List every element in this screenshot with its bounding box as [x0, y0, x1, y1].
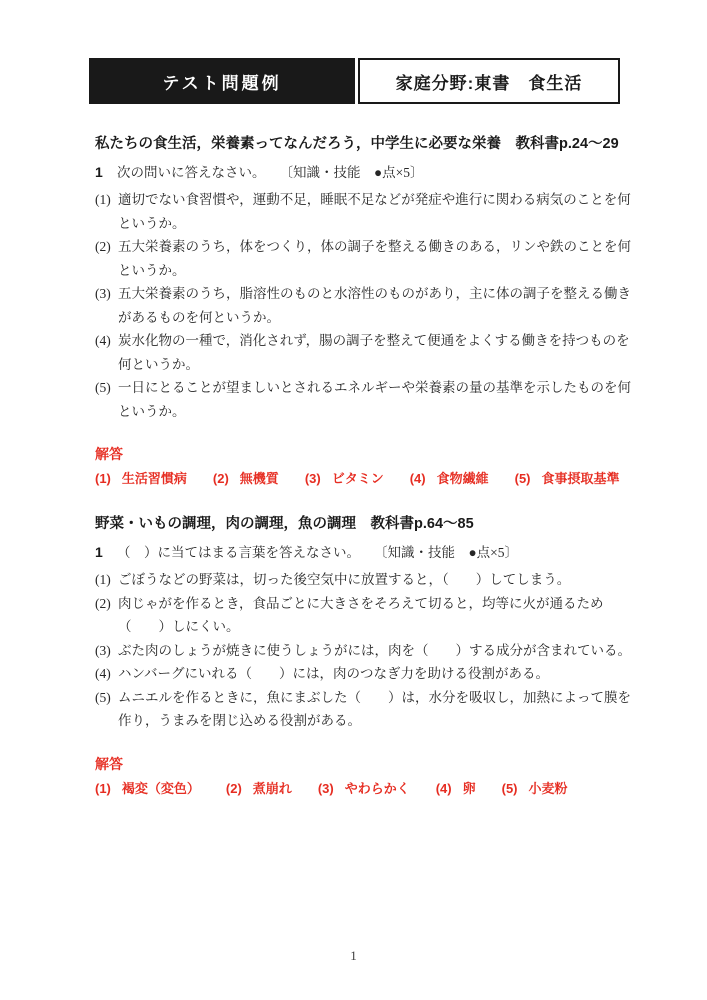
subject-title-label: 家庭分野:東書 食生活 — [395, 73, 583, 93]
question-item — [95, 592, 632, 639]
question-item — [95, 329, 632, 376]
question-item — [95, 568, 632, 592]
header-banner — [89, 58, 620, 104]
answer-heading: 解答 — [95, 446, 123, 462]
answer-line — [95, 470, 632, 488]
question-item-number: (5) — [95, 380, 111, 395]
subject-title-box — [358, 58, 620, 104]
answer-item — [410, 470, 489, 488]
answer-item-text: 無機質 — [239, 471, 279, 486]
question-number: 1 — [95, 164, 103, 180]
question-item — [95, 235, 632, 282]
answer-item — [318, 780, 410, 798]
question-instruction: （ ）に当てはまる言葉を答えなさい。 — [117, 545, 360, 560]
answer-item-number: (4) — [409, 471, 426, 486]
section-nutrition — [95, 134, 632, 488]
question-item — [95, 376, 632, 423]
question-item-text: 五大栄養素のうち，脂溶性のものと水溶性のものがあり，主に体の調子を整える働きがあるものを何というか。 — [118, 286, 631, 325]
question-item-text: 肉じゃがを作るとき，食品ごとに大きさをそろえて切ると，均等に火が通るため（ ）しにくい。 — [118, 595, 604, 634]
answer-item-text: 食物繊維 — [436, 471, 489, 486]
question-item — [95, 282, 632, 329]
question-list — [95, 568, 632, 733]
question-item-number: (3) — [95, 286, 111, 301]
question-item-number: (3) — [95, 642, 111, 658]
answer-item-number: (4) — [435, 780, 452, 796]
answer-item — [95, 780, 200, 798]
question-item-text: 適切でない食習慣や，運動不足，睡眠不足などが発症や進行に関わる病気のことを何というか。 — [118, 192, 631, 231]
test-title-box — [89, 58, 355, 104]
answer-heading: 解答 — [95, 755, 123, 772]
question-item-number: (4) — [95, 666, 111, 681]
answer-item — [305, 470, 384, 488]
question-item-number: (4) — [95, 333, 111, 348]
answer-item — [436, 780, 476, 798]
answer-item — [226, 780, 292, 798]
test-title-label: テスト問題例 — [162, 73, 282, 93]
answer-item-number: (5) — [514, 471, 531, 486]
question-item-number: (5) — [95, 689, 111, 705]
answer-item-text: 褐変（変色） — [121, 780, 200, 796]
page-number: 1 — [350, 948, 357, 963]
question-item — [95, 686, 632, 733]
question-item-number: (2) — [95, 595, 111, 611]
answer-item-text: やわらかく — [344, 780, 410, 796]
question-item-number: (1) — [95, 572, 111, 587]
answer-item-number: (3) — [304, 471, 321, 486]
answer-item-text: ビタミン — [331, 471, 384, 486]
question-item-number: (1) — [95, 192, 111, 207]
section-title: 私たちの食生活，栄養素ってなんだろう，中学生に必要な栄養 教科書p.24〜29 — [95, 136, 619, 152]
question-list — [95, 188, 632, 423]
question-instruction: 次の問いに答えなさい。 — [117, 165, 266, 180]
answer-line — [95, 780, 632, 798]
answer-item-text: 小麦粉 — [528, 780, 568, 796]
answer-item — [95, 470, 187, 488]
question-item-text: 一日にとることが望ましいとされるエネルギーや栄養素の量の基準を示したものを何というか。 — [118, 380, 631, 419]
question-item-text: 五大栄養素のうち，体をつくり，体の調子を整える働きのある，リンや鉄のことを何というか。 — [118, 239, 631, 278]
question-item — [95, 188, 632, 235]
question-number: 1 — [95, 544, 103, 560]
section-title: 野菜・いもの調理，肉の調理，魚の調理 教科書p.64〜85 — [95, 516, 474, 532]
question-item — [95, 662, 632, 686]
question-intro — [95, 542, 632, 563]
question-item-text: 炭水化物の一種で，消化されず，腸の調子を整えて便通をよくする働きを持つものを何というか。 — [118, 333, 630, 372]
question-item-text: ごぼうなどの野菜は，切った後空気中に放置すると，（ ）してしまう。 — [118, 572, 571, 587]
answer-item-number: (3) — [317, 780, 334, 796]
question-item-text: ハンバーグにいれる（ ）には，肉のつなぎ力を助ける役割がある。 — [118, 666, 550, 681]
question-item-text: ムニエルを作るときに，魚にまぶした（ ）は，水分を吸収し，加熱によって膜を作り，うまみを閉じ込める役割がある。 — [118, 689, 631, 728]
answer-item-number: (2) — [212, 471, 229, 486]
answer-item — [213, 470, 279, 488]
answer-item-text: 生活習慣病 — [121, 471, 187, 486]
answer-item-text: 卵 — [462, 780, 476, 796]
question-intro — [95, 162, 632, 183]
answer-item — [515, 470, 620, 488]
question-item-text: ぶた肉のしょうが焼きに使うしょうがには，肉を（ ）する成分が含まれている。 — [118, 642, 631, 658]
answer-item — [502, 780, 568, 798]
document-content — [95, 134, 632, 798]
answer-item-number: (2) — [225, 780, 242, 796]
grading-criteria: 〔知識・技能 ●点×5〕 — [279, 165, 424, 180]
question-item-number: (2) — [95, 239, 111, 254]
section-cooking — [95, 514, 632, 798]
answer-item-text: 食事摂取基準 — [541, 471, 620, 486]
question-item — [95, 639, 632, 663]
answer-item-number: (1) — [95, 780, 111, 796]
answer-item-number: (5) — [501, 780, 518, 796]
answer-item-text: 煮崩れ — [252, 780, 292, 796]
grading-criteria: 〔知識・技能 ●点×5〕 — [374, 545, 519, 560]
answer-item-number: (1) — [95, 471, 111, 486]
